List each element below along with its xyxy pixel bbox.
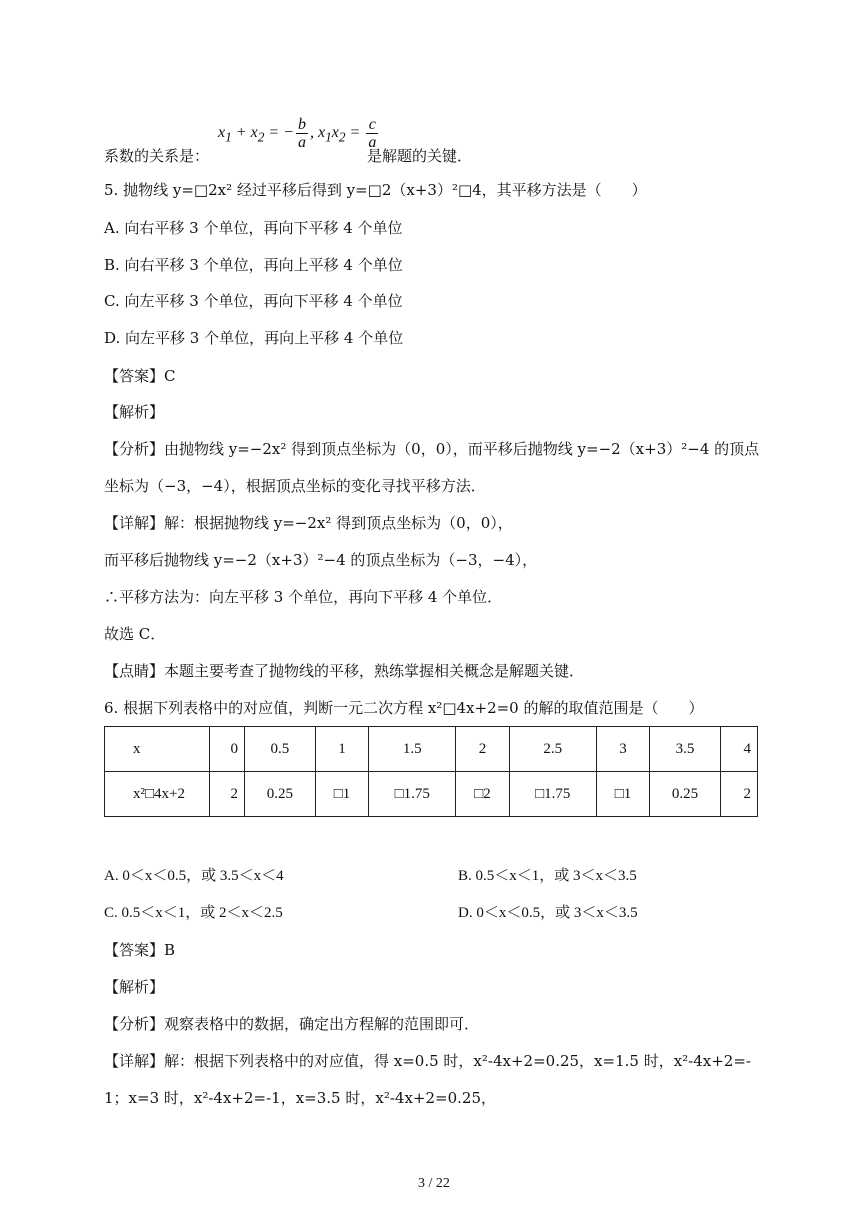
detail-text: ∴平移方法为：向左平移 3 个单位，再向下平移 4 个单位． [104,588,503,606]
table-row [105,727,758,772]
analysis-text: 坐标为（−3，−4），根据顶点坐标的变化寻找平移方法． [104,477,486,495]
option-c: C. 0.5＜x＜1，或 2＜x＜2.5 [104,905,283,921]
formula-text: + x [231,124,258,142]
analysis-text: 【分析】观察表格中的数据，确定出方程解的范围即可． [104,1015,480,1033]
answer: 【答案】B [104,941,176,959]
fraction-numerator: c [366,116,378,134]
table-cell: 3.5 [650,727,721,772]
value-table [104,726,758,817]
option-d: D. 向左平移 3 个单位，再向上平移 4 个单位 [104,329,404,347]
table-cell: x [105,727,210,772]
detail-text: 【详解】解：根据下列表格中的对应值，得 x=0.5 时，x²-4x+2=0.25，x=1.5 时，x²-4x+2=- [104,1052,751,1070]
table-cell: □1.75 [369,772,456,817]
formula-text: x [218,124,226,142]
option-b: B. 0.5＜x＜1，或 3＜x＜3.5 [458,868,637,884]
formula-text: = [345,124,365,142]
formula-sub: 1 [325,129,332,145]
table-cell: 2.5 [509,727,596,772]
fraction-denominator: a [297,134,306,151]
option-d: D. 0＜x＜0.5，或 3＜x＜3.5 [458,905,638,921]
table-cell: 3 [596,727,649,772]
table-row [105,772,758,817]
table-cell: □1 [315,772,368,817]
question-6: 6. 根据下列表格中的对应值，判断一元二次方程 x²□4x+2=0 的解的取值范围是（ ） [104,699,704,717]
option-c: C. 向左平移 3 个单位，再向下平移 4 个单位 [104,292,403,310]
formula-sub: 2 [257,129,265,145]
table-cell: 0.25 [245,772,316,817]
fraction-denominator: a [368,134,377,151]
detail-text: 1；x=3 时，x²-4x+2=-1，x=3.5 时，x²-4x+2=0.25， [104,1089,496,1107]
option-a: A. 0＜x＜0.5，或 3.5＜x＜4 [104,868,284,884]
detail-text: 【详解】解：根据抛物线 y=−2x² 得到顶点坐标为（0，0）， [104,514,513,532]
table-cell: 0.25 [650,772,721,817]
table-cell: 1.5 [369,727,456,772]
table-cell: 0 [210,727,245,772]
page-number: 3 / 22 [418,1176,450,1191]
table-cell: x²□4x+2 [105,772,210,817]
answer: 【答案】C [104,367,176,385]
option-a: A. 向右平移 3 个单位，再向下平移 4 个单位 [104,219,403,237]
conclusion-text: 故选 C． [104,625,166,643]
table-cell: 4 [720,727,757,772]
analysis-heading: 【解析】 [104,978,165,996]
formula-sub: 2 [338,129,346,145]
table-cell: 2 [720,772,757,817]
table-cell: □2 [456,772,509,817]
option-b: B. 向右平移 3 个单位，再向上平移 4 个单位 [104,256,403,274]
analysis-heading: 【解析】 [104,403,165,421]
formula-text: = − [264,124,294,142]
formula-text: x [331,124,339,142]
detail-text: 而平移后抛物线 y=−2（x+3）²−4 的顶点坐标为（−3，−4）， [104,551,538,569]
table-cell: 2 [456,727,509,772]
table-cell: □1 [596,772,649,817]
fraction-numerator: b [297,116,306,133]
formula-text: , x [309,124,326,142]
text-span: 是解题的关键． [367,147,473,165]
question-5: 5. 抛物线 y=□2x² 经过平移后得到 y=□2（x+3）²□4，其平移方法是（ ） [104,181,647,199]
table-cell: □1.75 [509,772,596,817]
formula-sub: 1 [225,129,232,145]
table-cell: 1 [315,727,368,772]
table-cell: 0.5 [245,727,316,772]
text-span: 系数的关系是： [104,147,210,165]
table-cell: 2 [210,772,245,817]
comment-text: 【点睛】本题主要考查了抛物线的平移，熟练掌握相关概念是解题关键． [104,662,585,680]
analysis-text: 【分析】由抛物线 y=−2x² 得到顶点坐标为（0，0），而平移后抛物线 y=−2（x+3）²−4 的顶点 [104,440,760,458]
text-line [104,146,472,166]
